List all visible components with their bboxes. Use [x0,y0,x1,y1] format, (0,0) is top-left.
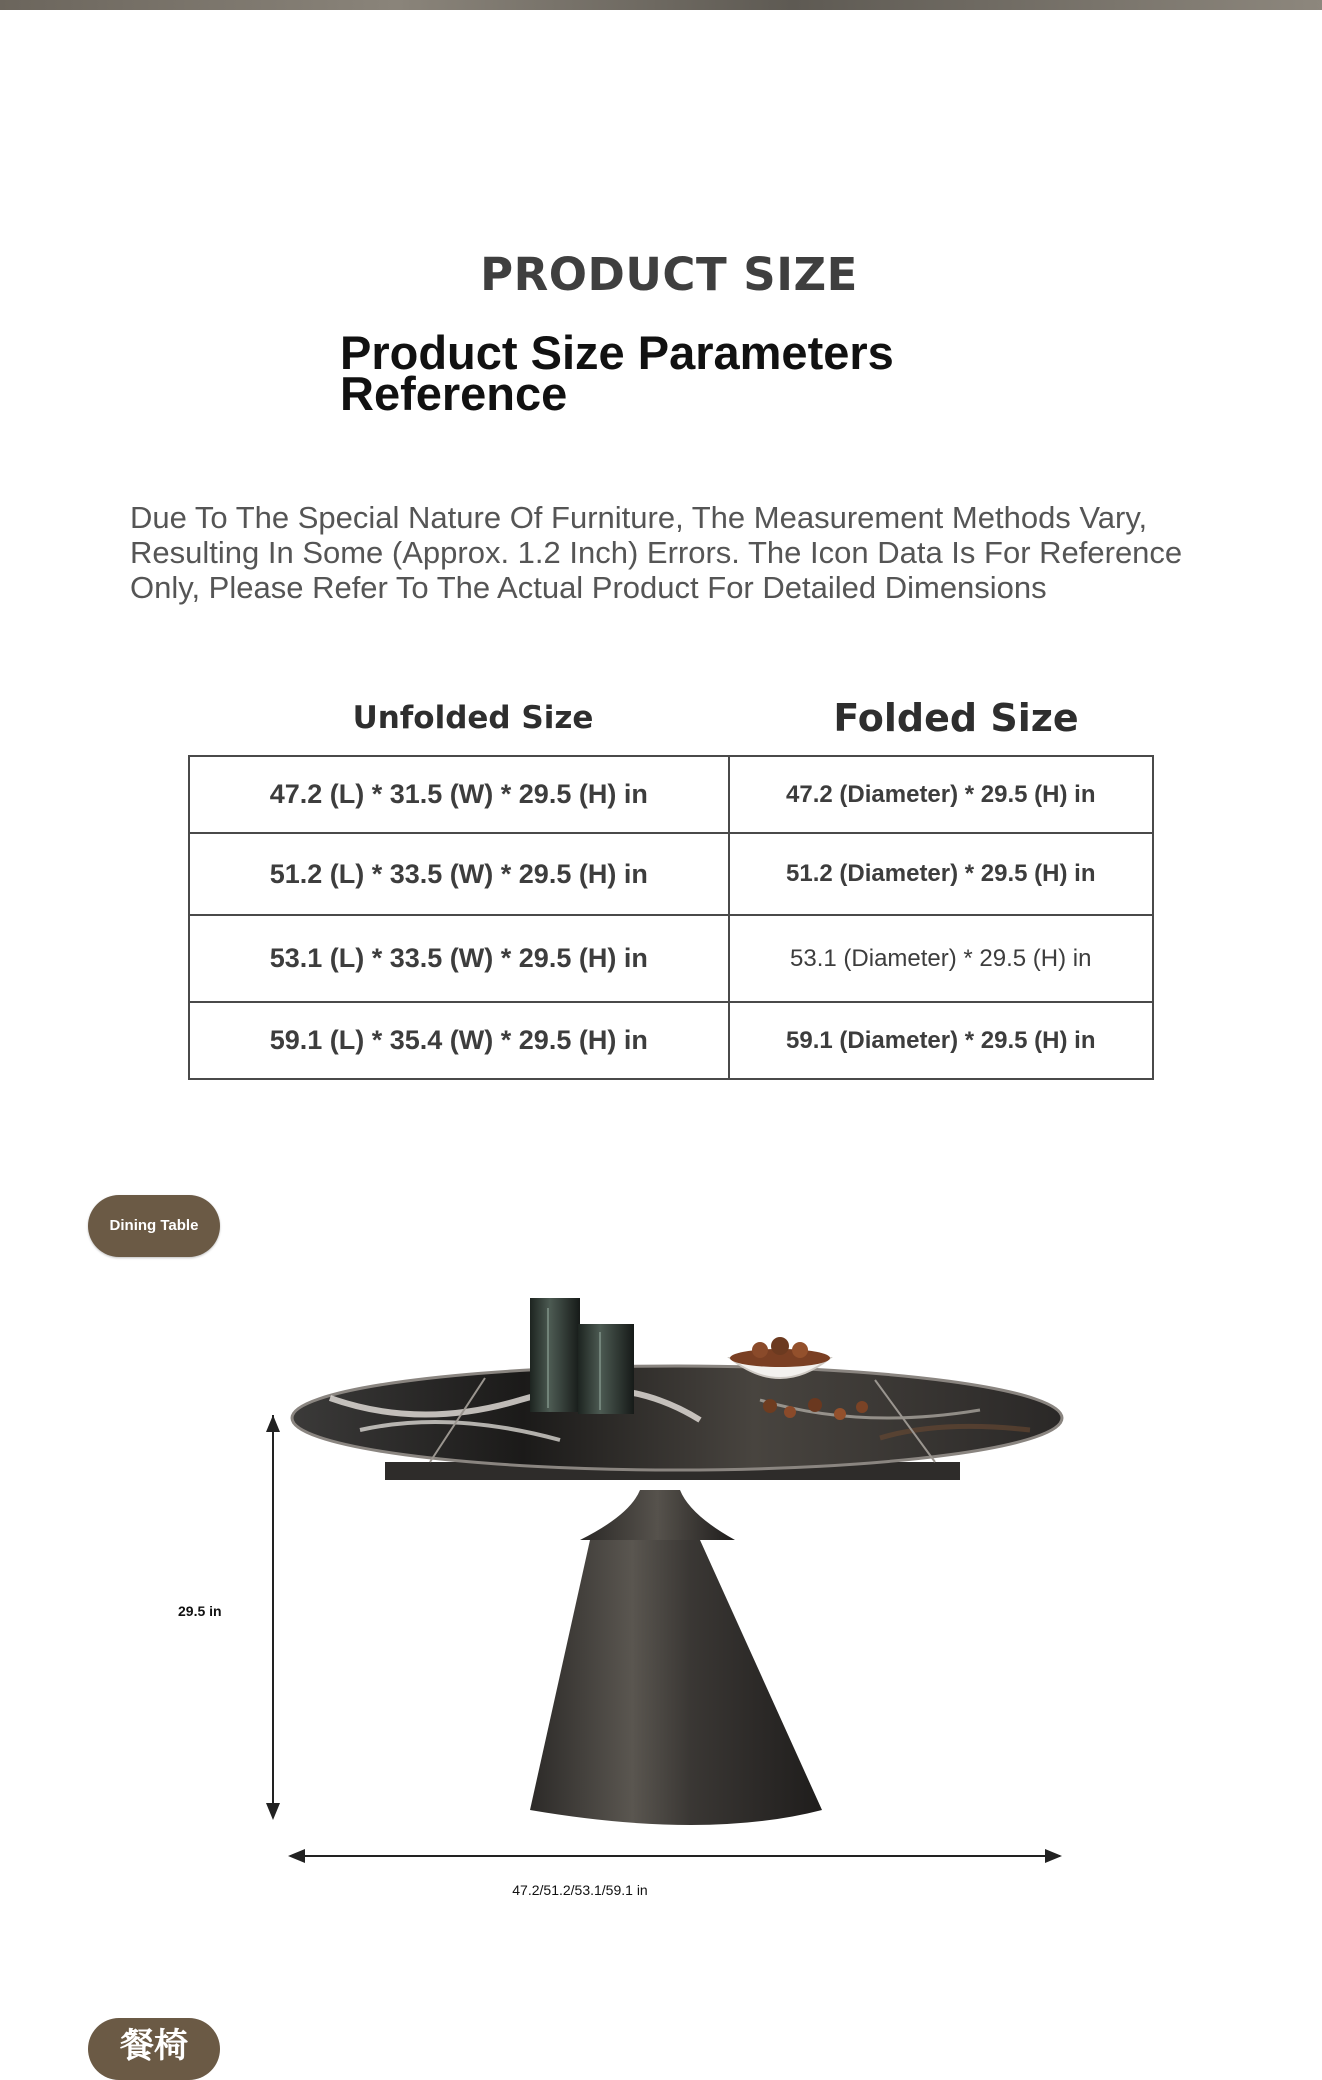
folded-size-header: Folded Size [833,696,1079,740]
table-base [530,1540,822,1825]
page-title: PRODUCT SIZE [480,248,858,301]
vase-short [578,1324,634,1414]
height-dimension-label: 29.5 in [178,1603,222,1619]
vase-tall [530,1298,580,1412]
table-row [189,756,1153,833]
folded-size-cell: 59.1 (Diameter) * 29.5 (H) in [729,1002,1153,1079]
folded-size-cell: 51.2 (Diameter) * 29.5 (H) in [729,833,1153,915]
unfolded-size-cell: 51.2 (L) * 33.5 (W) * 29.5 (H) in [189,833,729,915]
folded-size-cell: 53.1 (Diameter) * 29.5 (H) in [729,915,1153,1002]
table-row [189,833,1153,915]
table-row [189,1002,1153,1079]
size-table [188,755,1154,1080]
measurement-disclaimer: Due To The Special Nature Of Furniture, The Measurement Methods Vary, Resulting In Some (Approx. 1.2 Inch) Errors. The Icon Data Is For Reference Only, Please Refer To The Actual Product For Detailed Dimensions [130,500,1183,605]
unfolded-size-cell: 53.1 (L) * 33.5 (W) * 29.5 (H) in [189,915,729,1002]
table-row [189,915,1153,1002]
table-neck [580,1490,735,1540]
unfolded-size-cell: 47.2 (L) * 31.5 (W) * 29.5 (H) in [189,756,729,833]
dining-chair-badge: 餐椅 [88,2018,220,2080]
unfolded-size-header: Unfolded Size [352,700,594,736]
unfolded-size-cell: 59.1 (L) * 35.4 (W) * 29.5 (H) in [189,1002,729,1079]
page-subtitle: Product Size Parameters Reference [340,326,894,420]
top-image-strip [0,0,1322,10]
dining-table-illustration [0,1280,1322,1900]
width-dimension-label: 47.2/51.2/53.1/59.1 in [512,1882,648,1898]
folded-size-cell: 47.2 (Diameter) * 29.5 (H) in [729,756,1153,833]
dining-table-badge: Dining Table [88,1195,220,1257]
